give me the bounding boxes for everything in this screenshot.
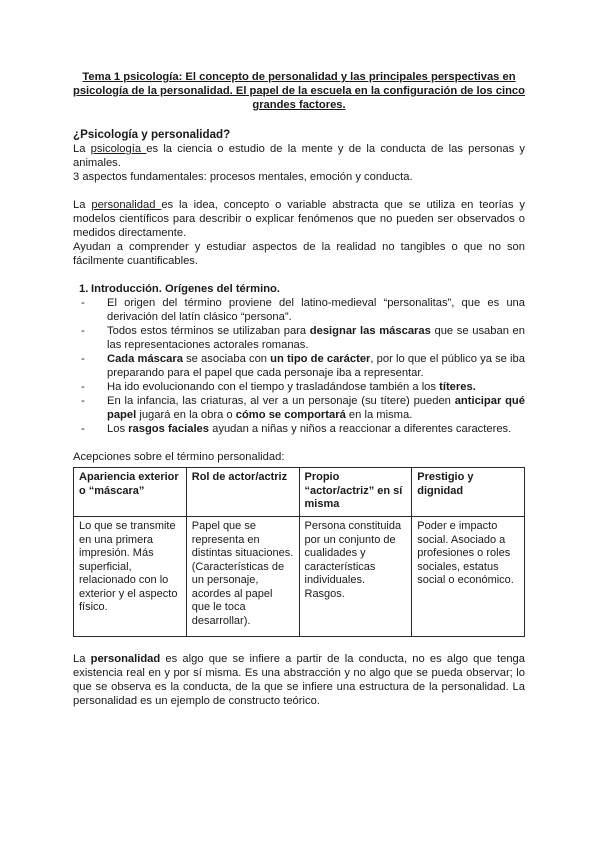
- text: Todos estos términos se utilizaban para: [107, 325, 310, 337]
- text: en la misma.: [345, 409, 413, 421]
- bold-text: personalidad: [90, 653, 161, 665]
- table-header-cell: Apariencia exterior o “máscara”: [74, 468, 187, 517]
- document-title: Tema 1 psicología: El concepto de personalidad y las principales perspectivas en psicología de la personalidad. El papel de la escuela en la configuración de los cinco grandes factores.: [73, 71, 525, 111]
- text: , por lo que el público ya se iba preparando para el papel que cada personaje iba a representar.: [107, 353, 525, 379]
- table-cell: Papel que se representa en distintas situaciones. (Características de un personaje, acordes al papel que le toca desarrollar).: [186, 517, 299, 637]
- text: Ha ido evolucionando con el tiempo y trasladándose también a los: [107, 381, 440, 393]
- bold-text: cómo se comportará: [235, 409, 346, 421]
- list-item: [81, 422, 525, 436]
- dash-bullet-icon: -: [81, 353, 85, 365]
- table-row: [74, 517, 525, 637]
- document-page: [73, 70, 525, 708]
- heading-introduccion: [73, 282, 525, 296]
- text: es algo que se infiere a partir de la conducta, no es algo que tenga existencia real en y por sí misma. Es una abstracción y no algo que se pueda observar; lo que se observa es la conducta, de la que se infiere una estructura de la personalidad. La personalidad es un ejemplo de constructo teórico.: [73, 653, 525, 707]
- text: que se usaban en las representaciones actorales romanas.: [107, 325, 525, 351]
- text: es la idea, concepto o variable abstracta que se utiliza en teorías y modelos científicos para describir o explicar fenómenos que no pueden ser observados o medidos directamente.: [73, 199, 525, 239]
- paragraph-psicologia-definition: [73, 142, 525, 170]
- list-item: [81, 324, 525, 352]
- section-number: 1.: [79, 283, 89, 295]
- text: En la infancia, las criaturas, al ver a un personaje (su títere) pueden: [107, 395, 455, 407]
- table-cell: Lo que se transmite en una primera impresión. Más superficial, relacionado con lo exterior y el aspecto físico.: [74, 517, 187, 637]
- table-header-cell: Rol de actor/actriz: [186, 468, 299, 517]
- table-header-row: [74, 468, 525, 517]
- text: El origen del término proviene del latino-medieval “personalitas”, que es una derivación del latín clásico “persona”.: [107, 297, 525, 323]
- list-item: [81, 352, 525, 380]
- intro-bullet-list: [73, 296, 525, 436]
- table-cell: Persona constituida por un conjunto de cualidades y características individuales. Rasgos.: [299, 517, 412, 637]
- dash-bullet-icon: -: [81, 423, 85, 435]
- bold-text: rasgos faciales: [128, 423, 210, 435]
- dash-bullet-icon: -: [81, 297, 85, 309]
- text: es la ciencia o estudio de la mente y de la conducta de las personas y animales.: [73, 143, 525, 169]
- spacer: [73, 184, 525, 198]
- bold-text: un tipo de carácter: [270, 353, 371, 365]
- paragraph-constructo-teorico: [73, 652, 525, 708]
- paragraph-ayudan: Ayudan a comprender y estudiar aspectos de la realidad no tangibles o que no son fácilmente cuantificables.: [73, 241, 525, 267]
- table-header-cell: Propio “actor/actriz” en sí misma: [299, 468, 412, 517]
- list-item: [81, 296, 525, 324]
- list-item: [81, 380, 525, 394]
- bold-text: anticipar qué papel: [107, 395, 525, 421]
- text: se asociaba con: [182, 353, 271, 365]
- section-title: Introducción. Orígenes del término.: [91, 283, 280, 295]
- bold-text: designar las máscaras: [309, 325, 431, 337]
- table-header-cell: Prestigio y dignidad: [412, 468, 525, 517]
- term-psicologia: psicología: [90, 143, 147, 155]
- text: La: [73, 143, 91, 155]
- bold-text: Cada máscara: [107, 353, 183, 365]
- acepciones-table: [73, 467, 525, 637]
- term-personalidad: personalidad: [91, 199, 162, 211]
- bold-text: títeres.: [439, 381, 476, 393]
- text: Los: [107, 423, 129, 435]
- text: ayudan a niñas y niños a reaccionar a diferentes caracteres.: [209, 423, 512, 435]
- text: jugará en la obra o: [136, 409, 236, 421]
- table-caption: Acepciones sobre el término personalidad:: [73, 451, 285, 463]
- text: La: [73, 199, 92, 211]
- paragraph-personalidad-definition: [73, 198, 525, 240]
- text: La: [73, 653, 91, 665]
- paragraph-aspectos: 3 aspectos fundamentales: procesos mentales, emoción y conducta.: [73, 171, 413, 183]
- dash-bullet-icon: -: [81, 325, 85, 337]
- heading-psicologia-personalidad: ¿Psicología y personalidad?: [73, 128, 231, 141]
- dash-bullet-icon: -: [81, 381, 85, 393]
- list-item: [81, 394, 525, 422]
- dash-bullet-icon: -: [81, 395, 85, 407]
- table-cell: Poder e impacto social. Asociado a profesiones o roles sociales, estatus social o económico.: [412, 517, 525, 637]
